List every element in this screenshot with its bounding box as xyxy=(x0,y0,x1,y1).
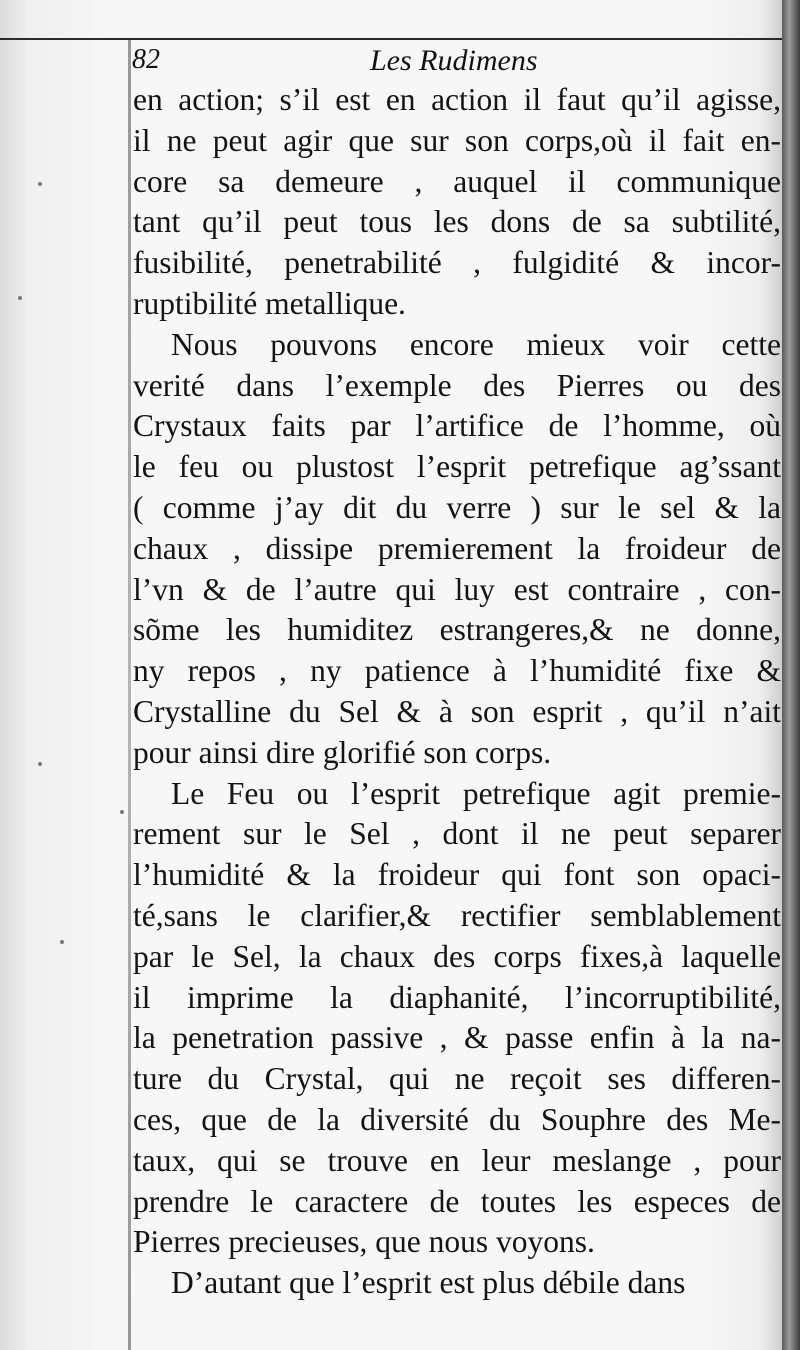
text-line: l’vn & de l’autre qui luy est contraire , con- xyxy=(133,571,781,607)
text-line: la penetration passive , & passe enfin à la na- xyxy=(133,1020,781,1056)
adjacent-page-edge xyxy=(782,0,800,1350)
text-line: par le Sel, la chaux des corps fixes,à laquelle xyxy=(133,938,781,974)
text-line: sõme les humiditez estrangeres,& ne donne, xyxy=(133,612,781,648)
text-line: Le Feu ou l’esprit petrefique agit premie- xyxy=(171,775,781,811)
text-line: core sa demeure , auquel il communique xyxy=(133,163,781,199)
text-line: té,sans le clarifier,& rectifier semblablement xyxy=(133,897,781,933)
text-line: D’autant que l’esprit est plus débile dans xyxy=(171,1265,686,1301)
paragraph xyxy=(133,80,781,325)
text-line: ture du Crystal, qui ne reçoit ses differen- xyxy=(133,1061,781,1097)
text-line: Crystaux faits par l’artifice de l’homme, où xyxy=(133,408,781,444)
text-line: en action; s’il est en action il faut qu’il agisse, xyxy=(133,82,781,117)
text-line: le feu ou plustost l’esprit petrefique ag’ssant xyxy=(133,449,781,485)
text-line: tant qu’il peut tous les dons de sa subtilité, xyxy=(133,204,781,240)
text-line: Pierres precieuses, que nous voyons. xyxy=(133,1224,595,1260)
running-title: Les Rudimens xyxy=(370,44,538,77)
text-line: prendre le caractere de toutes les especes de xyxy=(133,1183,781,1219)
text-line: il ne peut agir que sur son corps,où il fait en- xyxy=(133,122,781,158)
text-line: fusibilité, penetrabilité , fulgidité & incor- xyxy=(133,245,781,281)
text-line: ces, que de la diversité du Souphre des Me- xyxy=(133,1101,781,1137)
page-number: 82 xyxy=(132,44,160,75)
text-line: l’humidité & la froideur qui font son opaci- xyxy=(133,857,781,893)
text-line: il imprime la diaphanité, l’incorruptibilité, xyxy=(133,979,781,1015)
text-line: verité dans l’exemple des Pierres ou des xyxy=(133,367,781,403)
paragraph xyxy=(133,1263,781,1304)
paragraph xyxy=(133,325,781,774)
text-line: taux, qui se trouve en leur meslange , pour xyxy=(133,1142,781,1178)
text-line: chaux , dissipe premierement la froideur de xyxy=(133,530,781,566)
text-line: rement sur le Sel , dont il ne peut separer xyxy=(133,816,781,852)
paragraph xyxy=(133,774,781,1264)
left-margin-rule xyxy=(128,40,131,1350)
text-line: ny repos , ny patience à l’humidité fixe & xyxy=(133,653,781,689)
text-line: ruptibilité metallique. xyxy=(133,285,406,321)
text-line: Nous pouvons encore mieux voir cette xyxy=(171,326,781,362)
text-line: ( comme j’ay dit du verre ) sur le sel & la xyxy=(133,489,781,525)
text-line: Crystalline du Sel & à son esprit , qu’il n’ait xyxy=(133,693,781,729)
top-rule xyxy=(0,38,782,40)
body-text xyxy=(133,80,781,1304)
text-line: pour ainsi dire glorifié son corps. xyxy=(133,734,552,770)
page-header xyxy=(130,44,770,78)
